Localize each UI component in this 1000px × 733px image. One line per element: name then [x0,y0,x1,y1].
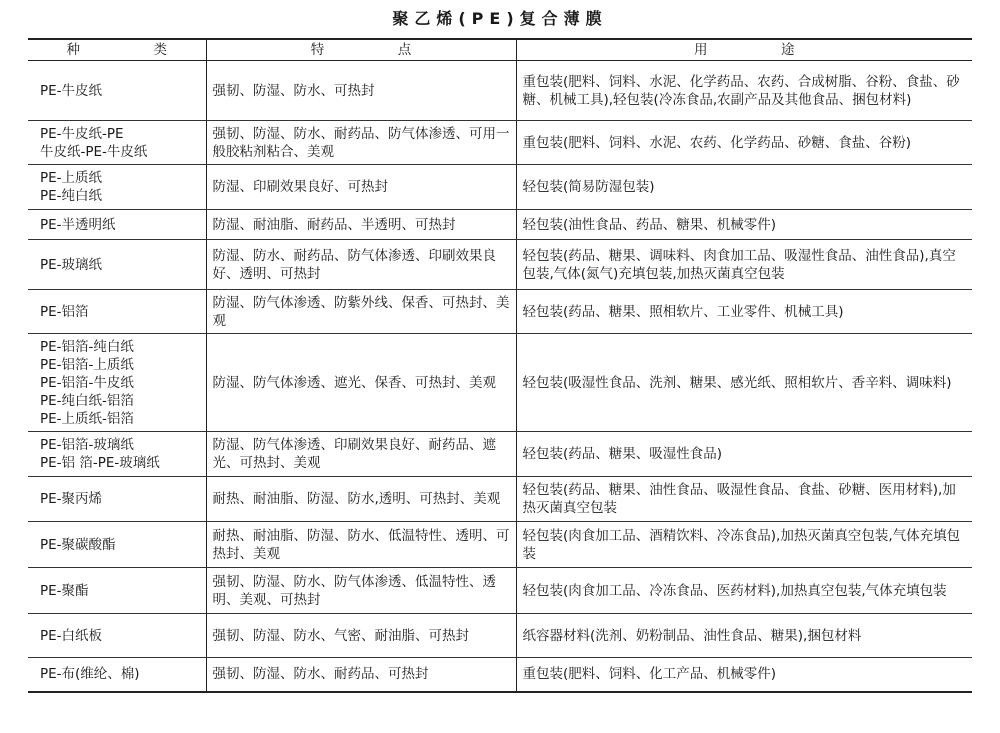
type-cell: PE-聚碳酸酯 [28,522,206,568]
uses-cell: 轻包装(药品、糖果、照相软片、工业零件、机械工具) [516,290,972,334]
page-title: 聚乙烯(PE)复合薄膜 [392,9,608,28]
header-row [28,39,972,61]
uses-cell: 轻包装(肉食加工品、冷冻食品、医药材料),加热真空包装,气体充填包装 [516,568,972,614]
table-row [28,432,972,477]
composite-film-table [28,38,972,693]
uses-cell: 轻包装(药品、糖果、吸湿性食品) [516,432,972,477]
uses-cell: 重包装(肥料、饲料、水泥、农药、化学药品、砂糖、食盐、谷粉) [516,121,972,165]
features-cell: 防湿、防气体渗透、遮光、保香、可热封、美观 [206,334,516,432]
uses-cell: 轻包装(肉食加工品、酒精饮料、冷冻食品),加热灭菌真空包装,气体充填包装 [516,522,972,568]
table-row [28,334,972,432]
type-cell: PE-玻璃纸 [28,240,206,290]
table-row [28,568,972,614]
type-cell: PE-半透明纸 [28,210,206,240]
table-row [28,290,972,334]
features-cell: 防湿、耐油脂、耐药品、半透明、可热封 [206,210,516,240]
type-cell: PE-上质纸 PE-纯白纸 [28,165,206,210]
uses-cell: 纸容器材料(洗剂、奶粉制品、油性食品、糖果),捆包材料 [516,614,972,658]
features-cell: 强韧、防湿、防水、可热封 [206,61,516,121]
uses-cell: 重包装(肥料、饲料、化工产品、机械零件) [516,658,972,692]
uses-cell: 轻包装(药品、糖果、油性食品、吸湿性食品、食盐、砂糖、医用材料),加热灭菌真空包装 [516,477,972,522]
table-row [28,658,972,692]
header-uses: 用 途 [516,39,972,61]
uses-cell: 重包装(肥料、饲料、水泥、化学药品、农药、合成树脂、谷粉、食盐、砂糖、机械工具),轻包装(冷冻食品,农副产品及其他食品、捆包材料) [516,61,972,121]
table-row [28,240,972,290]
type-cell: PE-铝箔-玻璃纸 PE-铝 箔-PE-玻璃纸 [28,432,206,477]
features-cell: 强韧、防湿、防水、耐药品、防气体渗透、可用一般胶粘剂粘合、美观 [206,121,516,165]
type-cell: PE-白纸板 [28,614,206,658]
type-cell: PE-聚酯 [28,568,206,614]
table-row [28,61,972,121]
features-cell: 强韧、防湿、防水、耐药品、可热封 [206,658,516,692]
table-row [28,477,972,522]
features-cell: 强韧、防湿、防水、气密、耐油脂、可热封 [206,614,516,658]
type-cell: PE-布(维纶、棉) [28,658,206,692]
features-cell: 强韧、防湿、防水、防气体渗透、低温特性、透明、美观、可热封 [206,568,516,614]
type-cell: PE-牛皮纸 [28,61,206,121]
table-row [28,121,972,165]
features-cell: 防湿、防气体渗透、印刷效果良好、耐药品、遮光、可热封、美观 [206,432,516,477]
header-type: 种 类 [28,39,206,61]
header-features: 特 点 [206,39,516,61]
type-cell: PE-铝箔 [28,290,206,334]
table-row [28,614,972,658]
uses-cell: 轻包装(油性食品、药品、糖果、机械零件) [516,210,972,240]
table-row [28,522,972,568]
features-cell: 防湿、防水、耐药品、防气体渗透、印刷效果良好、透明、可热封 [206,240,516,290]
table-row [28,210,972,240]
features-cell: 防湿、印刷效果良好、可热封 [206,165,516,210]
table-row [28,165,972,210]
type-cell: PE-铝箔-纯白纸 PE-铝箔-上质纸 PE-铝箔-牛皮纸 PE-纯白纸-铝箔 PE-上质纸-铝箔 [28,334,206,432]
type-cell: PE-牛皮纸-PE 牛皮纸-PE-牛皮纸 [28,121,206,165]
features-cell: 防湿、防气体渗透、防紫外线、保香、可热封、美观 [206,290,516,334]
uses-cell: 轻包装(简易防湿包装) [516,165,972,210]
type-cell: PE-聚丙烯 [28,477,206,522]
uses-cell: 轻包装(药品、糖果、调味料、肉食加工品、吸湿性食品、油性食品),真空包装,气体(氮气)充填包装,加热灭菌真空包装 [516,240,972,290]
uses-cell: 轻包装(吸湿性食品、洗剂、糖果、感光纸、照相软片、香辛料、调味料) [516,334,972,432]
features-cell: 耐热、耐油脂、防湿、防水,透明、可热封、美观 [206,477,516,522]
features-cell: 耐热、耐油脂、防湿、防水、低温特性、透明、可热封、美观 [206,522,516,568]
